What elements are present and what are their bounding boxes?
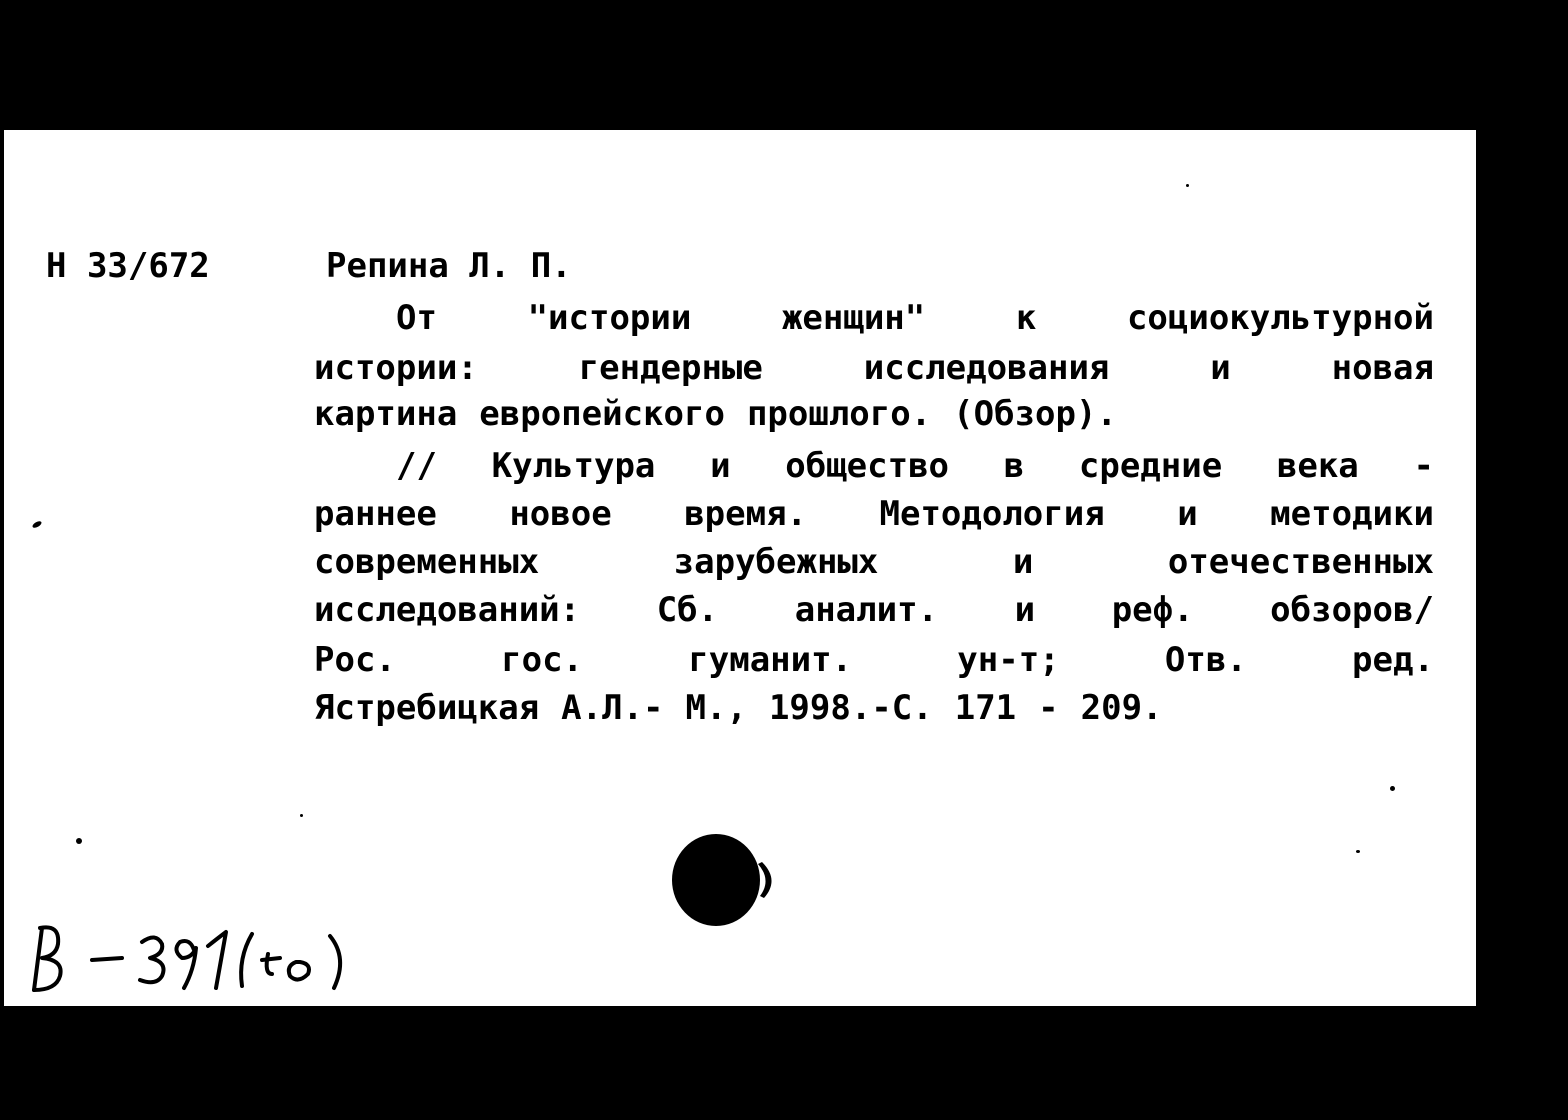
word: и	[1012, 542, 1034, 582]
word: Отв.	[1164, 640, 1247, 680]
ink-speck	[1390, 786, 1395, 791]
ink-speck	[1186, 184, 1189, 187]
word: картина	[314, 394, 458, 434]
word: прошлого.	[746, 394, 932, 434]
word: Рос.	[314, 640, 396, 680]
word: новая	[1331, 348, 1434, 388]
word: и	[710, 446, 731, 486]
ink-speck	[31, 520, 42, 529]
word: Ястребицкая	[314, 688, 540, 728]
word: 1998.-С.	[768, 688, 933, 728]
word: Сб.	[656, 590, 719, 630]
title-line-2	[314, 348, 1434, 388]
punch-hole	[672, 834, 760, 926]
title-line-1	[396, 298, 1434, 338]
word: исследования	[863, 348, 1110, 388]
handwritten-call-number-text	[4, 130, 5, 131]
word: (Обзор).	[953, 394, 1117, 434]
word: 209.	[1080, 688, 1163, 728]
word: М.,	[685, 688, 747, 728]
word: века	[1276, 446, 1359, 486]
word: А.Л.-	[561, 688, 664, 728]
word: От	[396, 298, 437, 338]
ink-speck	[300, 814, 303, 817]
word: //	[396, 446, 437, 486]
word: общество	[785, 446, 950, 486]
word: аналит.	[794, 590, 939, 630]
title-line-3	[314, 394, 1434, 434]
word: средние	[1078, 446, 1223, 486]
word: новое	[509, 494, 612, 534]
word: ун-т;	[957, 640, 1060, 680]
source-line-1	[396, 446, 1434, 486]
word: -	[1413, 446, 1434, 486]
source-line-2	[314, 494, 1434, 534]
word: обзоров/	[1270, 590, 1434, 630]
word: зарубежных	[673, 542, 879, 582]
word: ред.	[1352, 640, 1434, 680]
word: гендерные	[578, 348, 763, 388]
word: гуманит.	[688, 640, 853, 680]
word: в	[1003, 446, 1025, 486]
catalog-card	[4, 130, 1476, 1006]
source-line-4	[314, 590, 1434, 630]
word: раннее	[314, 494, 437, 534]
word: социокультурной	[1126, 298, 1434, 338]
word: европейского	[479, 394, 725, 434]
ink-speck	[1356, 850, 1360, 853]
word: к	[1015, 298, 1037, 338]
word: Культура	[491, 446, 656, 486]
punch-hole-notch	[756, 860, 784, 900]
word: Методология	[879, 494, 1105, 534]
word: -	[1038, 688, 1059, 728]
word: истории:	[314, 348, 478, 388]
word: "истории	[527, 298, 692, 338]
word: современных	[314, 542, 540, 582]
word: исследований:	[314, 590, 581, 630]
word: реф.	[1111, 590, 1194, 630]
word: гос.	[501, 640, 584, 680]
handwritten-call-number	[24, 910, 384, 1000]
source-line-3	[314, 542, 1434, 582]
ink-speck	[76, 838, 82, 844]
word: время.	[684, 494, 808, 534]
word: и	[1177, 494, 1198, 534]
word: женщин"	[781, 298, 926, 338]
word: методики	[1270, 494, 1434, 534]
author-name: Репина Л. П.	[326, 246, 572, 286]
shelfmark: Н 33/672	[46, 246, 210, 286]
word: 171	[954, 688, 1017, 728]
source-line-6	[314, 688, 1434, 728]
word: отечественных	[1167, 542, 1434, 582]
word: и	[1014, 590, 1036, 630]
word: и	[1210, 348, 1231, 388]
source-line-5	[314, 640, 1434, 680]
